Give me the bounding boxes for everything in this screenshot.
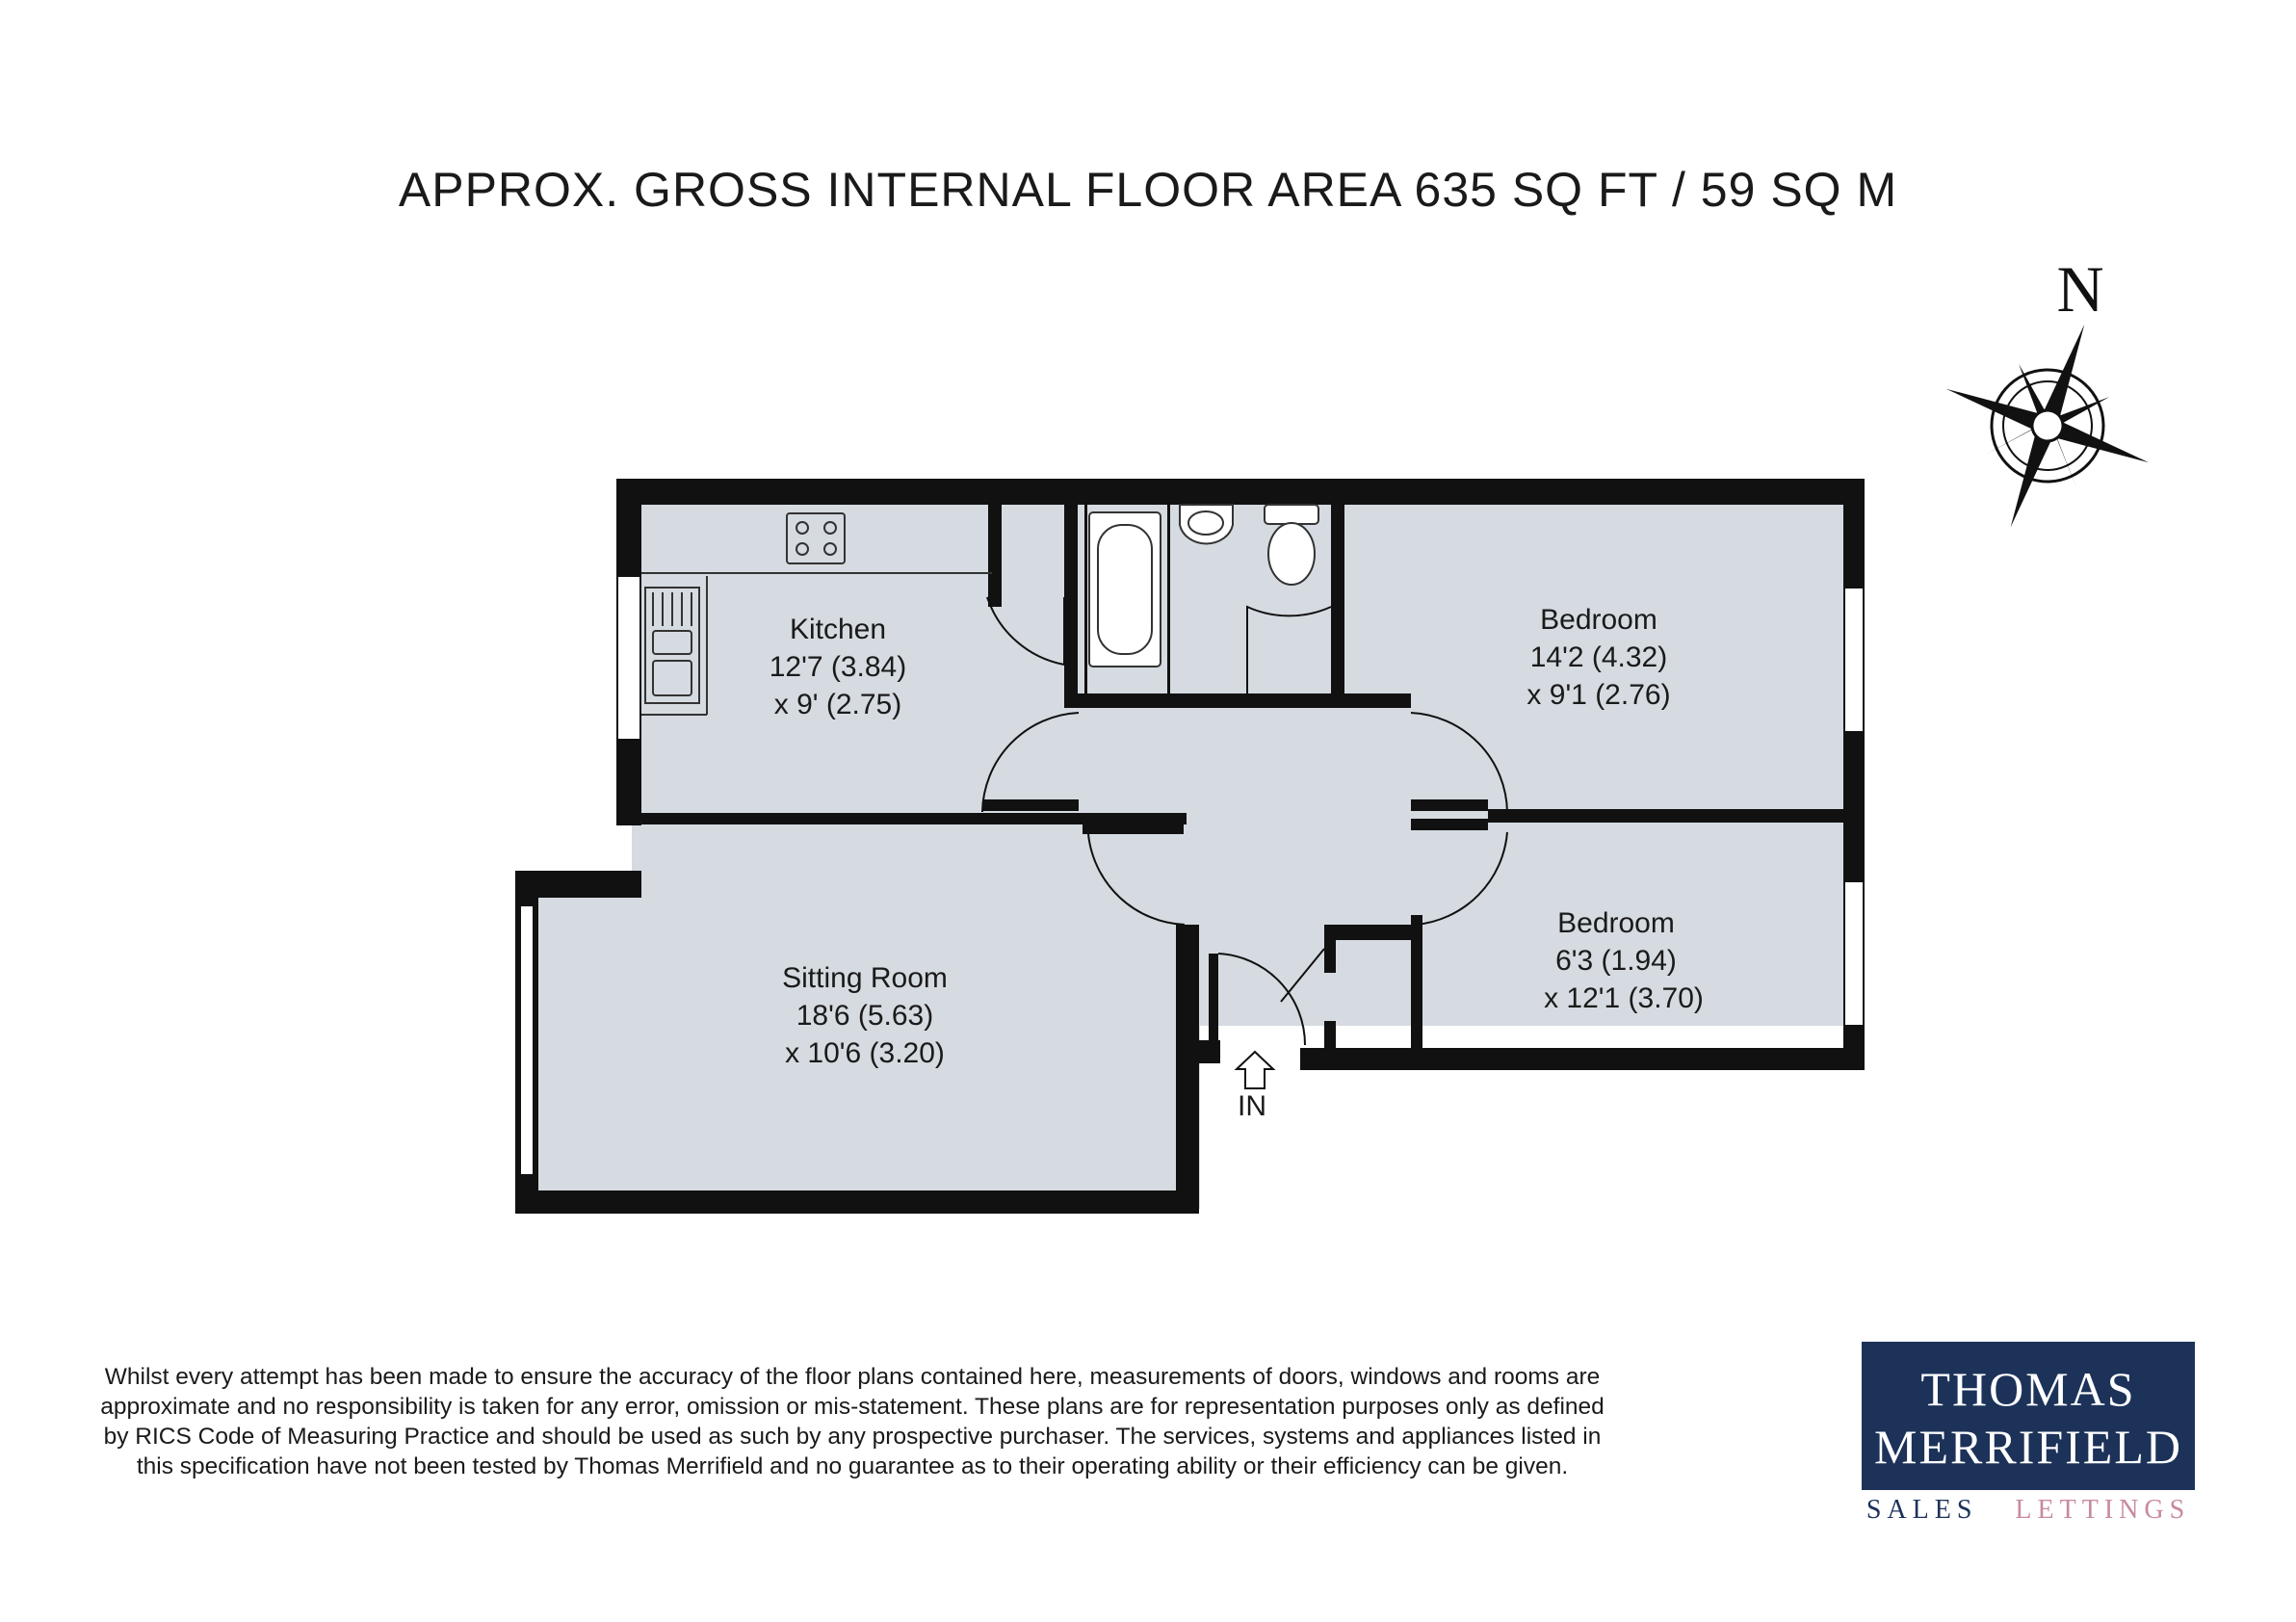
logo-lettings: LETTINGS [2015, 1495, 2191, 1525]
north-label: N [2056, 252, 2104, 326]
brand-logo [1862, 1342, 2195, 1490]
sitting-name: Sitting Room [782, 962, 948, 994]
basin-icon [1180, 505, 1233, 543]
bedroom2-dim-2: x 12'1 (3.70) [1544, 982, 1704, 1014]
logo-line-2: MERRIFIELD [1874, 1420, 2182, 1474]
logo-line-1: THOMAS [1920, 1362, 2136, 1416]
floor-area-title: APPROX. GROSS INTERNAL FLOOR AREA 635 SQ FT / 59 SQ M [398, 163, 1898, 217]
room-label-bedroom-1 [1526, 604, 1670, 711]
sitting-dim-2: x 10'6 (3.20) [785, 1037, 945, 1069]
bedroom2-name: Bedroom [1557, 907, 1675, 939]
logo-sales: SALES [1866, 1495, 1978, 1525]
bedroom1-name: Bedroom [1540, 604, 1657, 636]
toilet-icon [1265, 505, 1318, 585]
entrance-arrow-icon [1237, 1052, 1273, 1088]
kitchen-dim-2: x 9' (2.75) [773, 689, 902, 720]
kitchen-dim-1: 12'7 (3.84) [769, 651, 907, 683]
room-label-kitchen [770, 614, 907, 720]
bedroom1-dim-2: x 9'1 (2.76) [1526, 679, 1671, 711]
bath-icon [1089, 512, 1161, 667]
bedroom1-dim-1: 14'2 (4.32) [1529, 641, 1668, 673]
logo-spacer [1990, 1495, 2002, 1525]
sitting-dim-1: 18'6 (5.63) [796, 1000, 934, 1032]
logo-tagline [1857, 1495, 2200, 1526]
compass-rose-icon [1909, 252, 2185, 564]
entrance-label: IN [1238, 1090, 1266, 1122]
kitchen-name: Kitchen [789, 614, 887, 645]
room-label-sitting-room [782, 962, 948, 1069]
disclaimer-text: Whilst every attempt has been made to ensure the accuracy of the floor plans contained here, measurements of doors, windows and rooms are approximate and no responsibility is taken for any error, omission or mis-statement. These plans are for representation purposes only as defined by RICS Code of Measuring Practice and should be used as such by any prospective purchaser. The services, systems and appliances listed in this specification have not been tested by Thomas Merrifield and no guarantee as to their operating ability or their efficiency can be given. [100, 1364, 1605, 1479]
bedroom2-dim-1: 6'3 (1.94) [1555, 945, 1677, 977]
